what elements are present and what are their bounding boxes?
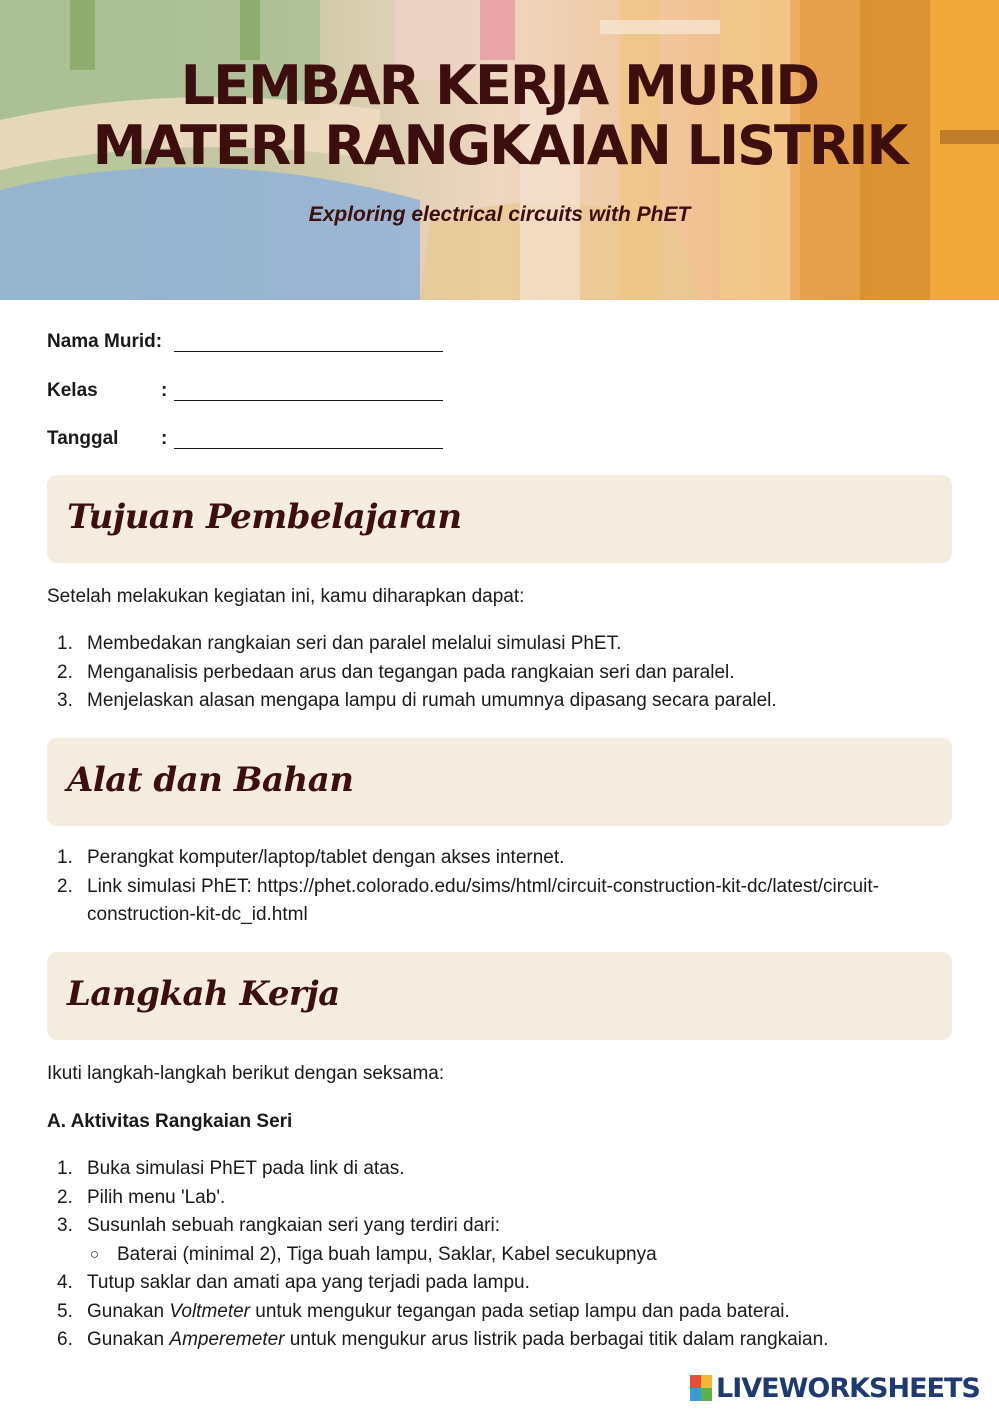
section-heading: Tujuan Pembelajaran	[67, 497, 462, 537]
tujuan-list	[47, 630, 947, 716]
tujuan-intro: Setelah melakukan kegiatan ini, kamu diharapkan dapat:	[47, 586, 525, 607]
field-blank-line[interactable]	[174, 400, 443, 401]
section-heading: Langkah Kerja	[67, 974, 340, 1014]
list-text: untuk mengukur tegangan pada setiap lampu dan pada baterai.	[250, 1300, 790, 1322]
field-blank-line[interactable]	[174, 351, 443, 352]
list-text: Menganalisis perbedaan arus dan tegangan pada rangkaian seri dan paralel.	[87, 661, 735, 683]
list-item	[47, 1298, 947, 1327]
field-label: Kelas	[47, 380, 98, 401]
list-text: Baterai (minimal 2), Tiga buah lampu, Saklar, Kabel secukupnya	[117, 1243, 657, 1265]
list-item	[47, 1184, 947, 1213]
logo-text: LIVEWORKSHEETS	[716, 1372, 980, 1404]
field-blank-line[interactable]	[174, 448, 443, 449]
field-label: Tanggal	[47, 428, 119, 449]
list-item	[47, 873, 947, 930]
langkah-list	[47, 1155, 947, 1355]
list-text: Susunlah sebuah rangkaian seri yang terdiri dari:	[87, 1215, 500, 1236]
list-item	[47, 1155, 947, 1184]
list-text-emphasis: Amperemeter	[169, 1329, 285, 1350]
section-langkah-header	[47, 952, 952, 1040]
list-number: 1.	[57, 633, 73, 654]
list-number: 2.	[57, 1186, 73, 1208]
worksheet-title-line1: LEMBAR KERJA MURID	[180, 54, 819, 117]
activity-subheading: A. Aktivitas Rangkaian Seri	[47, 1111, 293, 1132]
list-text: Menjelaskan alasan mengapa lampu di rumah umumnya dipasang secara paralel.	[87, 690, 777, 711]
list-item	[47, 1212, 947, 1269]
alat-list	[47, 844, 947, 930]
list-number: 2.	[57, 875, 73, 897]
worksheet-subtitle: Exploring electrical circuits with PhET	[308, 203, 691, 226]
sub-list-item	[87, 1241, 947, 1270]
section-alat-header	[47, 738, 952, 826]
list-number: 1.	[57, 847, 73, 868]
list-number: 4.	[57, 1272, 73, 1293]
list-number: 2.	[57, 661, 73, 683]
list-text: Tutup saklar dan amati apa yang terjadi pada lampu.	[87, 1272, 530, 1293]
list-text: Membedakan rangkaian seri dan paralel melalui simulasi PhET.	[87, 633, 622, 654]
section-heading: Alat dan Bahan	[67, 760, 354, 800]
list-text: untuk mengukur arus listrik pada berbagai titik dalam rangkaian.	[284, 1329, 829, 1350]
list-item	[47, 687, 947, 716]
list-text-emphasis: Voltmeter	[169, 1300, 251, 1322]
list-number: 3.	[57, 690, 73, 711]
field-colon: :	[161, 380, 168, 401]
list-text: Gunakan	[87, 1300, 170, 1322]
section-tujuan-header	[47, 475, 952, 563]
field-colon: :	[161, 428, 168, 449]
list-item	[47, 659, 947, 688]
list-text: Pilih menu 'Lab'.	[87, 1186, 226, 1208]
liveworksheets-mark-icon	[690, 1375, 712, 1401]
list-item	[47, 844, 947, 873]
liveworksheets-logo[interactable]	[690, 1372, 980, 1404]
phet-link-text-cont[interactable]: construction-kit-dc_id.html	[87, 904, 308, 925]
phet-link-text[interactable]: Link simulasi PhET: https://phet.colorado.edu/sims/html/circuit-construction-kit-dc/latest/circuit-	[87, 875, 879, 897]
worksheet-title-line2: MATERI RANGKAIAN LISTRIK	[92, 114, 907, 177]
list-text: Gunakan	[87, 1329, 170, 1350]
list-item	[47, 630, 947, 659]
list-number: 6.	[57, 1329, 73, 1350]
list-number: 3.	[57, 1215, 73, 1236]
list-number: 5.	[57, 1300, 73, 1322]
list-item	[47, 1326, 947, 1355]
list-number: 1.	[57, 1158, 73, 1179]
circle-bullet-icon: ○	[90, 1245, 100, 1263]
list-item	[47, 1269, 947, 1298]
list-text: Perangkat komputer/laptop/tablet dengan akses internet.	[87, 847, 565, 868]
list-text: Buka simulasi PhET pada link di atas.	[87, 1158, 405, 1179]
langkah-intro: Ikuti langkah-langkah berikut dengan seksama:	[47, 1063, 445, 1084]
field-label: Nama Murid:	[47, 331, 163, 352]
